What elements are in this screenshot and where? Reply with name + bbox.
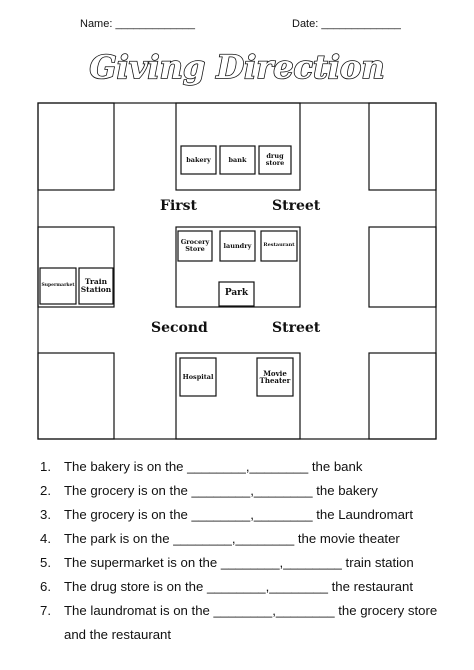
- question-item: [40, 503, 460, 527]
- label-drug-store: drug store: [265, 152, 285, 167]
- street-second-label: Second: [151, 320, 208, 336]
- question-item: [40, 527, 460, 551]
- question-text: The laundromat is on the ________,________ the grocery store and the restaurant: [64, 603, 438, 642]
- question-item: [40, 551, 460, 575]
- block-mid-right: [369, 227, 436, 307]
- question-text: The bakery is on the ________,________ the bank: [64, 459, 363, 474]
- label-grocery-store: Grocery Store: [180, 238, 210, 253]
- question-item: [40, 575, 460, 599]
- block-bottom-right: [369, 353, 436, 439]
- name-field-label: Name: _____________: [80, 18, 195, 30]
- label-laundry: laundry: [223, 241, 252, 250]
- question-text: The supermarket is on the ________,________ train station: [64, 555, 414, 570]
- question-text: The drug store is on the ________,________ the restaurant: [64, 579, 413, 594]
- label-restaurant: Restaurant: [263, 242, 295, 249]
- street-second-suffix: Street: [272, 320, 321, 336]
- question-number: 7.: [40, 603, 51, 618]
- label-hospital: Hospital: [182, 372, 214, 381]
- label-train-station: Train Station: [80, 277, 112, 294]
- label-bank: bank: [228, 155, 247, 164]
- question-number: 5.: [40, 555, 51, 570]
- label-movie-theater: Movie Theater: [259, 368, 291, 385]
- question-list: [40, 455, 460, 647]
- label-supermarket: Supermarket: [41, 282, 75, 288]
- street-first-label: First: [160, 198, 197, 214]
- label-bakery: bakery: [186, 155, 211, 164]
- date-field-label: Date: _____________: [292, 18, 401, 30]
- worksheet-title-text: Giving Direction: [89, 48, 385, 86]
- question-number: 2.: [40, 483, 51, 498]
- question-text: The grocery is on the ________,________ the Laundromart: [64, 507, 413, 522]
- label-park: Park: [224, 288, 249, 299]
- question-text: The park is on the ________,________ the movie theater: [64, 531, 400, 546]
- block-top-right: [369, 103, 436, 190]
- question-number: 1.: [40, 459, 51, 474]
- question-number: 6.: [40, 579, 51, 594]
- block-bottom-left: [38, 353, 114, 439]
- street-first-suffix: Street: [272, 198, 321, 214]
- question-item: [40, 599, 460, 647]
- question-text: The grocery is on the ________,________ the bakery: [64, 483, 378, 498]
- block-top-left: [38, 103, 114, 190]
- question-number: 3.: [40, 507, 51, 522]
- question-number: 4.: [40, 531, 51, 546]
- question-item: [40, 479, 460, 503]
- question-item: [40, 455, 460, 479]
